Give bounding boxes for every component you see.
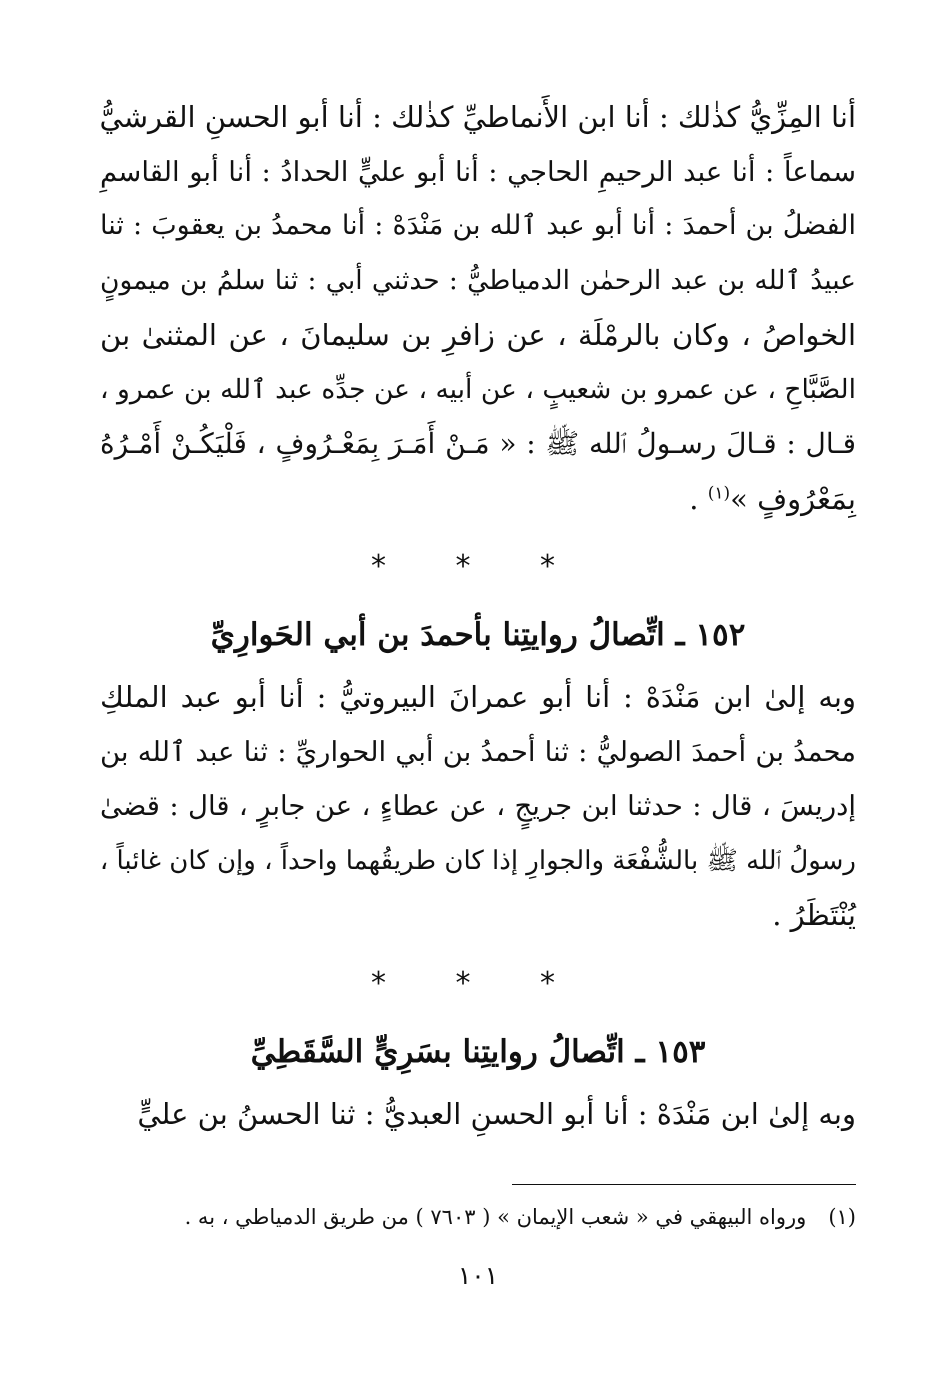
footnote-divider <box>512 1184 856 1185</box>
text-line: إدريسَ ، قال : حدثنا ابن جريجٍ ، عن عطاءٍ ، عن جابرٍ ، قال : قضىٰ <box>100 790 856 822</box>
footnote-marker: (١) <box>707 482 731 503</box>
section-separator: * * * <box>370 549 586 584</box>
book-page <box>100 90 856 1394</box>
section-heading-153: ١٥٣ ـ اتِّصالُ روايتِنا بسَرِيٍّ السَّقَطِيِّ <box>250 1033 706 1070</box>
text-line: الصَّبَّاحِ ، عن عمرو بن شعيبٍ ، عن أبيه ، عن جدِّه عبد ٱلله بن عمرو ، <box>100 373 856 405</box>
text-line-last: يُنْتَظَرُ . <box>772 898 856 932</box>
hadith-ending: بِمَعْرُوفٍ » <box>730 481 856 516</box>
text-line: الفضلُ بن أحمدَ : أنا أبو عبد ٱلله بن مَنْدَهْ : أنا محمدُ بن يعقوبَ : ثنا <box>100 210 856 241</box>
text-line: رسولُ ٱلله ﷺ بالشُّفْعَة والجوارِ إذا كان طريقُهما واحداً ، وإن كان غائباً ، <box>99 845 856 876</box>
section-separator: * * * <box>370 965 586 1001</box>
text-line: عبيدُ ٱلله بن عبد الرحمٰن الدمياطيُّ : حدثني أبي : ثنا سلمُ بن ميمونٍ <box>100 264 856 296</box>
page-number: ١٠١ <box>457 1261 499 1290</box>
paragraph-isnad-151 <box>100 90 856 526</box>
footnote <box>100 1200 856 1234</box>
footnote-text: ورواه البيهقي في « شعب الإيمان » ( ٧٦٠٣ ) من طريق الدمياطي ، به . <box>184 1205 807 1229</box>
text-line: أنا المِزِّيُّ كذٰلك : أنا ابن الأَنماطيِّ كذٰلك : أنا أبو الحسنِ القرشيُّ <box>99 100 856 134</box>
footnote-number: (١) <box>828 1205 856 1229</box>
text-line: قـال : قـالَ رسـولُ ٱلله ﷺ : « مَـنْ أَمَـرَ بِمَعْـرُوفٍ ، فَلْيَكُـنْ أَمْـرُهُ <box>100 427 856 460</box>
paragraph-isnad-153 <box>100 1087 856 1142</box>
text-line-last <box>100 472 856 527</box>
period: . <box>689 481 708 516</box>
section-heading-152: ١٥٢ ـ اتِّصالُ روايتِنا بأحمدَ بن أبي الحَوارِيِّ <box>210 617 746 653</box>
text-line: الخواصُ ، وكان بالرمْلَة ، عن زافرِ بن سليمانَ ، عن المثنىٰ بن <box>100 318 856 352</box>
text-line: محمدُ بن أحمدَ الصوليُّ : ثنا أحمدُ بن أبي الحواريِّ : ثنا عبد ٱلله بن <box>100 735 856 768</box>
text-line: سماعاً : أنا عبد الرحيمِ الحاجي : أنا أبو عليٍّ الحدادُ : أنا أبو القاسمِ <box>100 155 856 188</box>
text-line: وبه إلىٰ ابن مَنْدَهْ : أنا أبو الحسنِ العبديُّ : ثنا الحسنُ بن عليٍّ <box>137 1096 856 1131</box>
text-line: وبه إلىٰ ابن مَنْدَهْ : أنا أبو عمرانَ البيروتيُّ : أنا أبو عبد الملكِ <box>100 680 856 714</box>
paragraph-isnad-152 <box>100 670 856 943</box>
